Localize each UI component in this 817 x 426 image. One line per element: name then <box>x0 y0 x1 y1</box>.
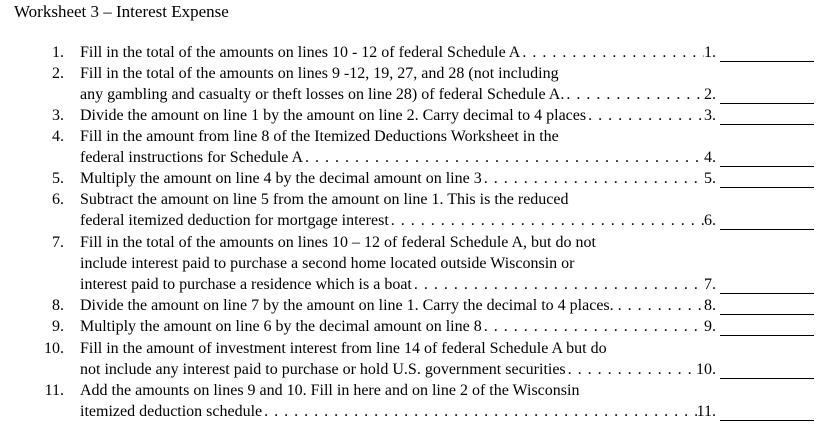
answer-blank-line-5[interactable] <box>720 187 814 188</box>
item-text: Divide the amount on line 7 by the amount on line 1. Carry the decimal to 4 places. <box>80 297 614 314</box>
item-number: 9. <box>52 318 64 335</box>
line-number-label: 8. <box>704 297 716 314</box>
leader-dots <box>389 210 704 232</box>
item-text-line <box>80 295 716 317</box>
item-text-line <box>80 401 716 423</box>
item-text-line <box>80 210 716 232</box>
item-text: not include any interest paid to purchase or hold U.S. government securities <box>80 361 566 378</box>
leader-dots <box>564 84 704 106</box>
line-number-label: 5. <box>704 170 716 187</box>
answer-blank-line-9[interactable] <box>720 335 814 336</box>
item-number: 6. <box>52 191 64 208</box>
leader-dots <box>614 295 704 317</box>
item-text: federal instructions for Schedule A <box>80 149 304 166</box>
answer-blank-line-11[interactable] <box>720 420 814 421</box>
leader-dots <box>482 168 704 190</box>
answer-blank-line-4[interactable] <box>720 166 814 167</box>
item-text-line <box>80 42 716 64</box>
item-text-line <box>80 359 716 381</box>
leader-dots <box>412 274 704 296</box>
item-number: 10. <box>44 340 64 357</box>
answer-blank-line-2[interactable] <box>720 103 814 104</box>
item-text: interest paid to purchase a residence which is a boat <box>80 276 412 293</box>
item-number: 4. <box>52 128 64 145</box>
item-text-line <box>80 147 716 169</box>
item-number: 1. <box>52 44 64 61</box>
item-text-line <box>80 274 716 296</box>
line-number-label: 3. <box>704 107 716 124</box>
leader-dots <box>303 147 704 169</box>
line-number-label: 4. <box>704 149 716 166</box>
item-text-line: include interest paid to purchase a second home located outside Wisconsin or <box>80 255 575 272</box>
item-number: 2. <box>52 65 64 82</box>
item-text-line: Add the amounts on lines 9 and 10. Fill in here and on line 2 of the Wisconsin <box>80 382 580 399</box>
answer-blank-line-3[interactable] <box>720 124 814 125</box>
line-number-label: 9. <box>704 318 716 335</box>
item-text: any gambling and casualty or theft losses on line 28) of federal Schedule A. <box>80 86 565 103</box>
line-number-label: 2. <box>704 86 716 103</box>
item-text-line <box>80 84 716 106</box>
line-number-label: 7. <box>704 276 716 293</box>
item-text-line: Fill in the total of the amounts on lines 10 – 12 of federal Schedule A, but do not <box>80 234 596 251</box>
item-text-line: Fill in the amount of investment interest from line 14 of federal Schedule A but do <box>80 340 607 357</box>
item-text-line <box>80 168 716 190</box>
answer-blank-line-6[interactable] <box>720 229 814 230</box>
item-text-line <box>80 105 716 127</box>
answer-blank-line-8[interactable] <box>720 314 814 315</box>
line-number-label: 10. <box>696 361 716 378</box>
item-number: 7. <box>52 234 64 251</box>
item-text-line: Fill in the amount from line 8 of the Itemized Deductions Worksheet in the <box>80 128 559 145</box>
item-text: Divide the amount on line 1 by the amount on line 2. Carry decimal to 4 places <box>80 107 587 124</box>
leader-dots <box>520 42 704 64</box>
item-number: 11. <box>44 382 64 399</box>
leader-dots <box>262 401 696 423</box>
item-text: Multiply the amount on line 4 by the decimal amount on line 3 <box>80 170 482 187</box>
item-text: itemized deduction schedule <box>80 403 263 420</box>
line-number-label: 1. <box>704 44 716 61</box>
answer-blank-line-10[interactable] <box>720 378 814 379</box>
item-number: 5. <box>52 170 64 187</box>
item-text: federal itemized deduction for mortgage interest <box>80 212 389 229</box>
item-text-line: Fill in the total of the amounts on lines 9 -12, 19, 27, and 28 (not including <box>80 65 559 82</box>
item-text-line <box>80 316 716 338</box>
worksheet-title: Worksheet 3 – Interest Expense <box>14 2 229 21</box>
leader-dots <box>566 359 696 381</box>
item-text: Multiply the amount on line 6 by the decimal amount on line 8 <box>80 318 482 335</box>
item-text: Fill in the total of the amounts on lines 10 - 12 of federal Schedule A <box>80 44 521 61</box>
answer-blank-line-7[interactable] <box>720 293 814 294</box>
line-number-label: 11. <box>696 403 716 420</box>
leader-dots <box>586 105 704 127</box>
item-number: 8. <box>52 297 64 314</box>
item-number: 3. <box>52 107 64 124</box>
line-number-label: 6. <box>704 212 716 229</box>
leader-dots <box>482 316 704 338</box>
answer-blank-line-1[interactable] <box>720 61 814 62</box>
item-text-line: Subtract the amount on line 5 from the amount on line 1. This is the reduced <box>80 191 569 208</box>
